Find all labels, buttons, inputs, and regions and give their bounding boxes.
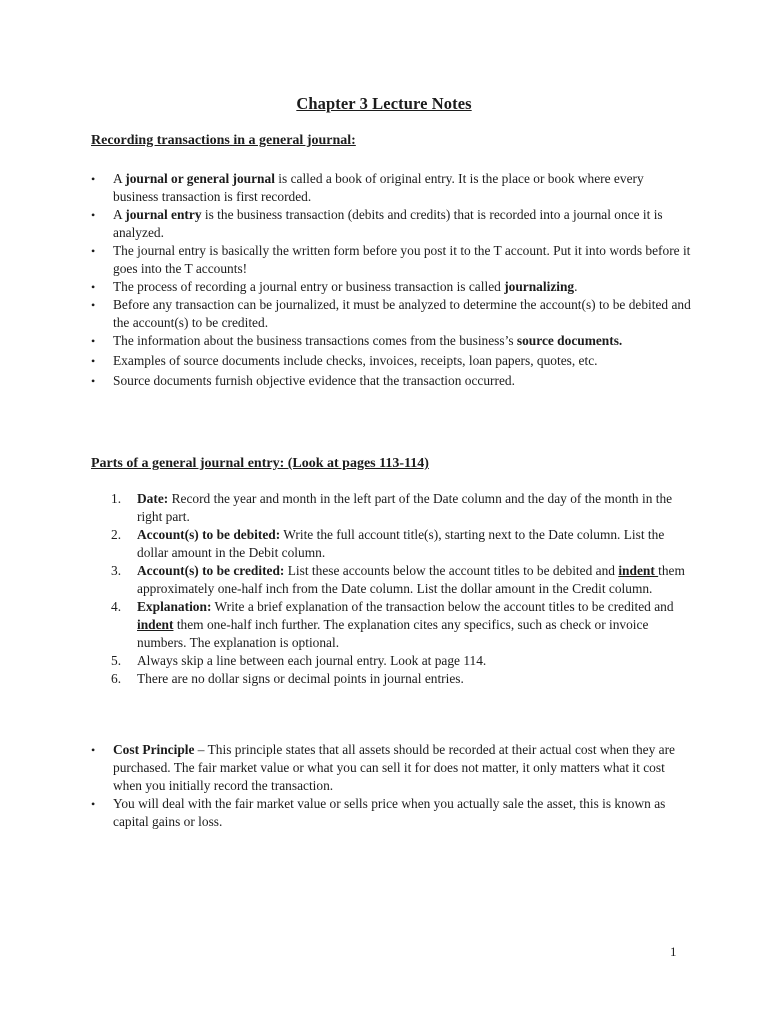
text-run: The process of recording a journal entry or business transaction is called <box>113 279 505 294</box>
numbered-item <box>91 670 691 688</box>
list-number: 3. <box>111 563 122 578</box>
list-number: 5. <box>111 653 122 668</box>
text-run: Before any transaction can be journalized, it must be analyzed to determine the account(s) to be debited and the account(s) to be credited. <box>113 297 691 330</box>
text-run: You will deal with the fair market value or sells price when you actually sale the asset, this is known as capital gains or loss. <box>113 796 666 829</box>
bullet-marker: • <box>91 374 96 388</box>
text-run: Always skip a line between each journal entry. Look at page 114. <box>137 653 487 668</box>
bullet-marker: • <box>91 743 96 757</box>
bullet-item <box>91 352 691 370</box>
bullet-marker: • <box>91 244 96 258</box>
page-number: 1 <box>670 944 677 959</box>
text-run: The information about the business transactions comes from the business’s <box>113 333 517 348</box>
text-run: List these accounts below the account titles to be debited and <box>284 563 619 578</box>
bullet-item <box>91 795 691 831</box>
numbered-item <box>91 490 691 526</box>
bullet-list-recording <box>91 170 691 390</box>
numbered-item <box>91 652 691 670</box>
list-number: 1. <box>111 491 122 506</box>
list-number: 4. <box>111 599 122 614</box>
bullet-marker: • <box>91 298 96 312</box>
bullet-item <box>91 296 691 332</box>
list-number: 6. <box>111 671 122 686</box>
bullet-marker: • <box>91 334 96 348</box>
bold-term: Cost Principle <box>113 742 195 757</box>
numbered-item <box>91 598 691 652</box>
list-number: 2. <box>111 527 122 542</box>
text-run: Source documents furnish objective evidence that the transaction occurred. <box>113 373 515 388</box>
bullet-list-cost-principle <box>91 741 691 831</box>
bold-term: Explanation: <box>137 599 212 614</box>
bullet-marker: • <box>91 280 96 294</box>
bullet-item <box>91 278 691 296</box>
bold-term: indent <box>137 617 174 632</box>
bold-term: Date: <box>137 491 169 506</box>
text-run: A <box>113 171 126 186</box>
bold-term: source documents. <box>516 333 623 348</box>
text-run: Write the full account title(s), starting next to the Date column. List the dollar amount in the Debit column. <box>137 527 665 560</box>
bold-term: journal entry <box>125 207 202 222</box>
text-run: them one-half inch further. The explanation cites any specifics, such as check or invoice numbers. The explanation is optional. <box>137 617 649 650</box>
bullet-marker: • <box>91 797 96 811</box>
numbered-item <box>91 526 691 562</box>
bullet-marker: • <box>91 354 96 368</box>
bullet-item <box>91 332 691 350</box>
text-run: A <box>113 207 126 222</box>
text-run: Examples of source documents include checks, invoices, receipts, loan papers, quotes, etc. <box>113 353 598 368</box>
text-run: – This principle states that all assets should be recorded at their actual cost when they are purchased. The fair market value or what you can sell it for does not matter, it only matters what it cost when you initially record the transaction. <box>113 742 675 793</box>
bold-term: indent <box>618 563 659 578</box>
bullet-item <box>91 206 691 242</box>
bullet-marker: • <box>91 172 96 186</box>
text-run: . <box>574 279 578 294</box>
text-run: Write a brief explanation of the transaction below the account titles to be credited and <box>211 599 674 614</box>
text-run: is called a book of original entry. It is the place or book where every business transaction is first recorded. <box>113 171 644 204</box>
section-heading-parts: Parts of a general journal entry: (Look at pages 113-114) <box>91 456 429 471</box>
page-title: Chapter 3 Lecture Notes <box>296 94 472 113</box>
text-run: Record the year and month in the left part of the Date column and the day of the month in the right part. <box>137 491 673 524</box>
bullet-item <box>91 741 691 795</box>
bullet-marker: • <box>91 208 96 222</box>
section-heading-recording: Recording transactions in a general journal: <box>91 133 356 148</box>
bold-term: journalizing <box>504 279 575 294</box>
numbered-list-parts <box>91 490 691 688</box>
bold-term: journal or general journal <box>125 171 275 186</box>
bold-term: Account(s) to be credited: <box>137 563 285 578</box>
bullet-item <box>91 242 691 278</box>
bullet-item <box>91 372 691 390</box>
bold-term: Account(s) to be debited: <box>137 527 281 542</box>
text-run: them approximately one-half inch from the Date column. List the dollar amount in the Credit column. <box>137 563 685 596</box>
numbered-item <box>91 562 691 598</box>
text-run: There are no dollar signs or decimal points in journal entries. <box>137 671 464 686</box>
text-run: The journal entry is basically the written form before you post it to the T account. Put it into words before it goes into the T accounts! <box>113 243 691 276</box>
text-run: is the business transaction (debits and credits) that is recorded into a journal once it is analyzed. <box>113 207 663 240</box>
bullet-item <box>91 170 691 206</box>
